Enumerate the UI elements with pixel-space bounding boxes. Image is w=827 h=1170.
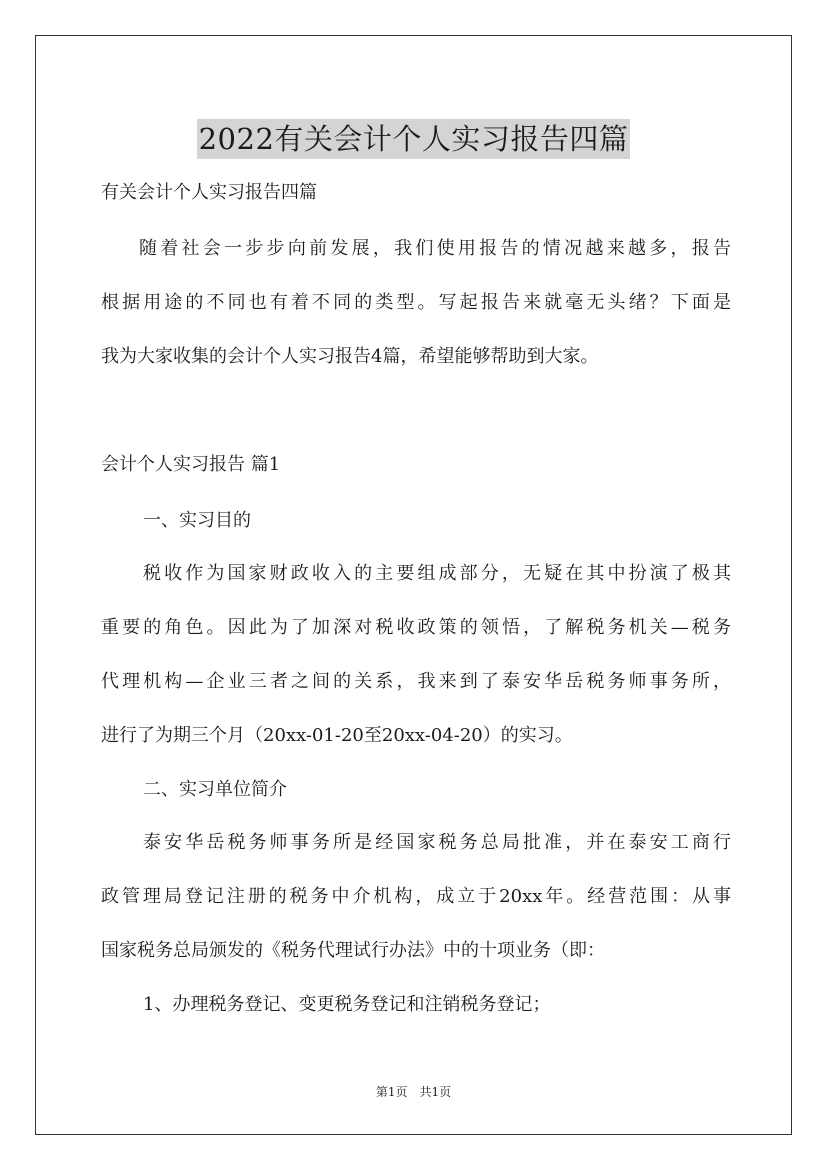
document-title: 2022有关会计个人实习报告四篇	[197, 119, 631, 159]
list-item-1: 1、办理税务登记、变更税务登记和注销税务登记；	[143, 994, 551, 1015]
unit-paragraph-line-1: 泰安华岳税务师事务所是经国家税务总局批准，并在泰安工商行	[143, 832, 731, 853]
heading-internship-purpose: 一、实习目的	[143, 510, 251, 531]
unit-paragraph-line-2: 政管理局登记注册的税务中介机构，成立于20xx年。经营范围：从事	[101, 886, 731, 907]
intro-paragraph-line-2: 根据用途的不同也有着不同的类型。写起报告来就毫无头绪？下面是	[101, 292, 731, 313]
page-number-footer: 第1页 共1页	[375, 1085, 452, 1099]
purpose-paragraph-line-2: 重要的角色。因此为了加深对税收政策的领悟，了解税务机关—税务	[101, 617, 731, 638]
purpose-paragraph-line-4: 进行了为期三个月（20xx-01-20至20xx-04-20）的实习。	[101, 725, 573, 746]
purpose-paragraph-line-1: 税收作为国家财政收入的主要组成部分，无疑在其中扮演了极其	[143, 563, 731, 584]
unit-paragraph-line-3: 国家税务总局颁发的《税务代理试行办法》中的十项业务（即：	[101, 940, 605, 961]
heading-unit-introduction: 二、实习单位简介	[143, 779, 287, 800]
title-container	[0, 100, 827, 179]
subtitle-line: 有关会计个人实习报告四篇	[101, 182, 317, 203]
section-heading-report-1: 会计个人实习报告 篇1	[101, 454, 281, 475]
intro-paragraph-line-1: 随着社会一步步向前发展，我们使用报告的情况越来越多，报告	[139, 238, 731, 259]
intro-paragraph-line-3: 我为大家收集的会计个人实习报告4篇，希望能够帮助到大家。	[101, 346, 599, 367]
purpose-paragraph-line-3: 代理机构—企业三者之间的关系，我来到了泰安华岳税务师事务所，	[101, 671, 731, 692]
